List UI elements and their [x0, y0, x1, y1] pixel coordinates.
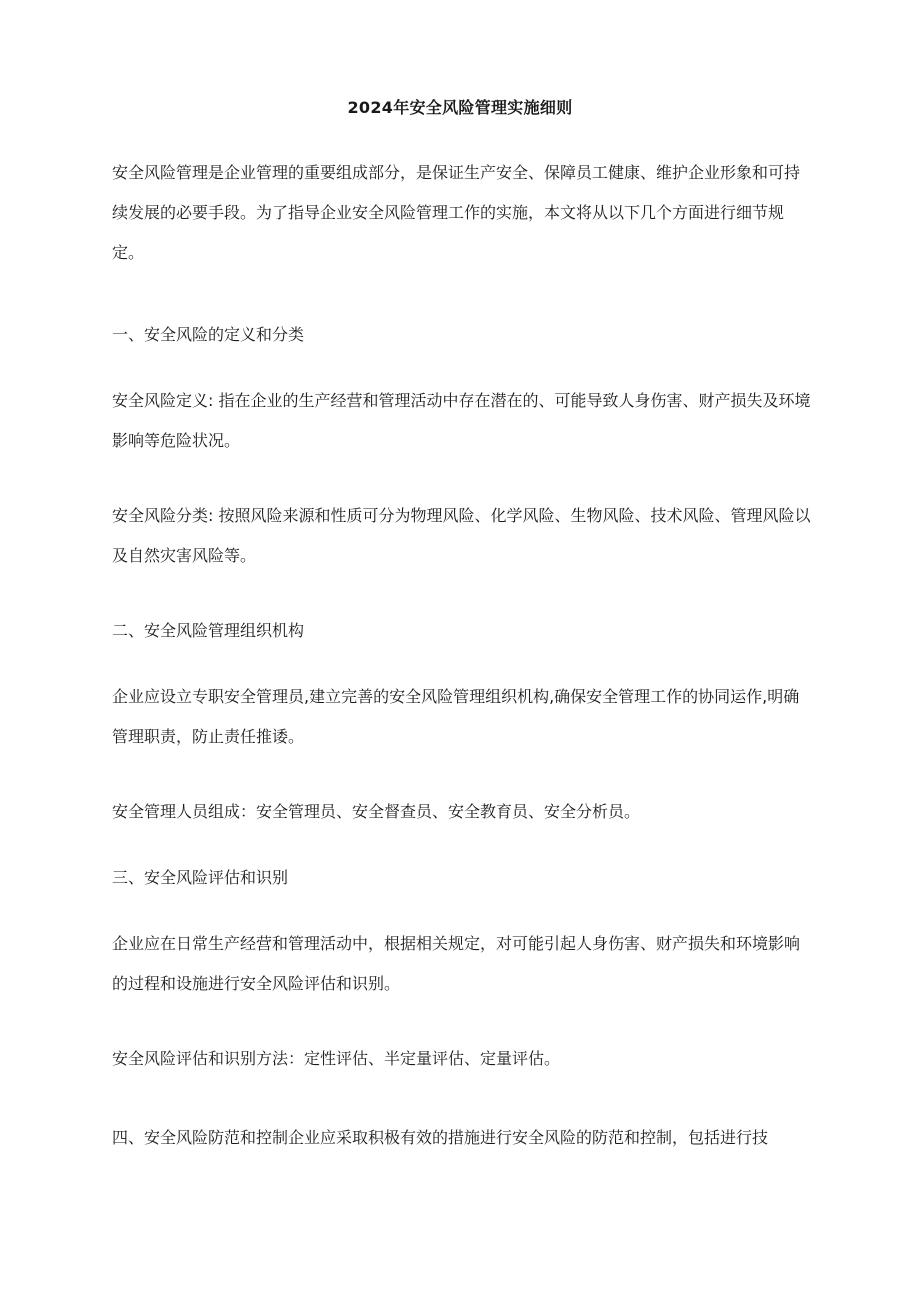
section-2-heading: 二、安全风险管理组织机构 — [112, 621, 305, 640]
document-title: 2024年安全风险管理实施细则 — [347, 98, 573, 117]
risk-classification-paragraph: 安全风险分类: 按照风险来源和性质可分为物理风险、化学风险、生物风险、技术风险、管理风险以及自然灾害风险等。 — [112, 506, 811, 565]
section-1-heading: 一、安全风险的定义和分类 — [112, 325, 305, 344]
assessment-paragraph: 企业应在日常生产经营和管理活动中，根据相关规定，对可能引起人身伤害、财产损失和环境影响的过程和设施进行安全风险评估和识别。 — [112, 934, 801, 993]
organization-paragraph: 企业应设立专职安全管理员,建立完善的安全风险管理组织机构,确保安全管理工作的协同运作,明确管理职责，防止责任推诿。 — [112, 687, 800, 746]
risk-definition-paragraph: 安全风险定义: 指在企业的生产经营和管理活动中存在潜在的、可能导致人身伤害、财产损失及环境影响等危险状况。 — [112, 391, 811, 450]
assessment-methods-paragraph: 安全风险评估和识别方法：定性评估、半定量评估、定量评估。 — [112, 1049, 561, 1068]
section-3-heading: 三、安全风险评估和识别 — [112, 868, 289, 887]
section-4-paragraph: 四、安全风险防范和控制企业应采取积极有效的措施进行安全风险的防范和控制，包括进行技 — [112, 1128, 769, 1147]
intro-paragraph: 安全风险管理是企业管理的重要组成部分，是保证生产安全、保障员工健康、维护企业形象和可持续发展的必要手段。为了指导企业安全风险管理工作的实施，本文将从以下几个方面进行细节规定。 — [112, 163, 801, 262]
personnel-paragraph: 安全管理人员组成：安全管理员、安全督查员、安全教育员、安全分析员。 — [112, 802, 641, 821]
